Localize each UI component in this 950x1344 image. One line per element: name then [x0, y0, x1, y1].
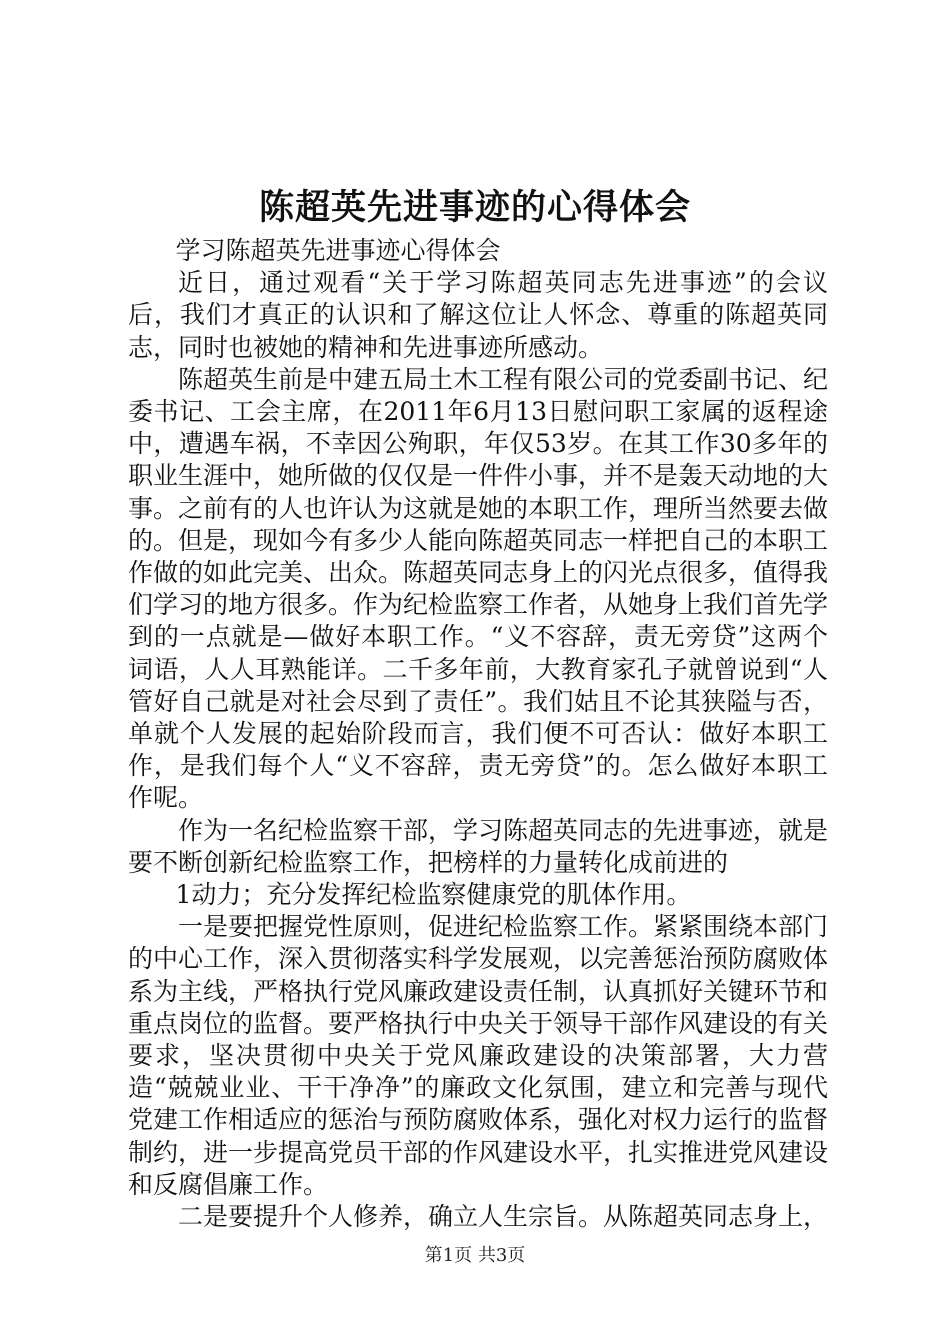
- paragraph-role: 作为一名纪检监察干部，学习陈超英同志的先进事迹，就是要不断创新纪检监察工作，把榜样的力量转化成前进的: [128, 815, 829, 877]
- paragraph-continued-line: 1动力；充分发挥纪检监察健康党的肌体作用。: [175, 880, 692, 910]
- paragraph-point-two: 二是要提升个人修养，确立人生宗旨。从陈超英同志身上，: [178, 1202, 829, 1232]
- page-number-footer: 第1页 共3页: [424, 1245, 526, 1266]
- paragraph-intro: 近日，通过观看“关于学习陈超英同志先进事迹”的会议后，我们才真正的认识和了解这位让人怀念、尊重的陈超英同志，同时也被她的精神和先进事迹所感动。: [128, 268, 828, 362]
- paragraph-biography: 陈超英生前是中建五局土木工程有限公司的党委副书记、纪委书记、工会主席，在2011年6月13日慰问职工家属的返程途中，遭遇车祸，不幸因公殉职，年仅53岁。在其工作30多年的职业生涯中，她所做的仅仅是一件件小事，并不是轰天动地的大事。之前有的人也许认为这就是她的本职工作，理所当然要去做的。但是，现如今有多少人能向陈超英同志一样把自己的本职工作做的如此完美、出众。陈超英同志身上的闪光点很多，值得我们学习的地方很多。作为纪检监察工作者，从她身上我们首先学到的一点就是—做好本职工作。“义不容辞，责无旁贷”这两个词语，人人耳熟能详。二千多年前，大教育家孔子就曾说到“人管好自己就是对社会尽到了责任”。我们姑且不论其狭隘与否，单就个人发展的起始阶段而言，我们便不可否认：做好本职工作，是我们每个人“义不容辞，责无旁贷”的。怎么做好本职工作呢。: [128, 364, 829, 813]
- document-body: [128, 235, 828, 1233]
- document-title: 陈超英先进事迹的心得体会: [258, 187, 691, 228]
- document-subtitle: 学习陈超英先进事迹心得体会: [175, 236, 501, 265]
- paragraph-point-one: 一是要把握党性原则，促进纪检监察工作。紧紧围绕本部门的中心工作，深入贯彻落实科学发展观，以完善惩治预防腐败体系为主线，严格执行党风廉政建设责任制，认真抓好关键环节和重点岗位的监督。要严格执行中央关于领导干部作风建设的有关要求，坚决贯彻中央关于党风廉政建设的决策部署，大力营造“兢兢业业、干干净净”的廉政文化氛围，建立和完善与现代党建工作相适应的惩治与预防腐败体系，强化对权力运行的监督制约，进一步提高党员干部的作风建设水平，扎实推进党风建设和反腐倡廉工作。: [128, 912, 829, 1199]
